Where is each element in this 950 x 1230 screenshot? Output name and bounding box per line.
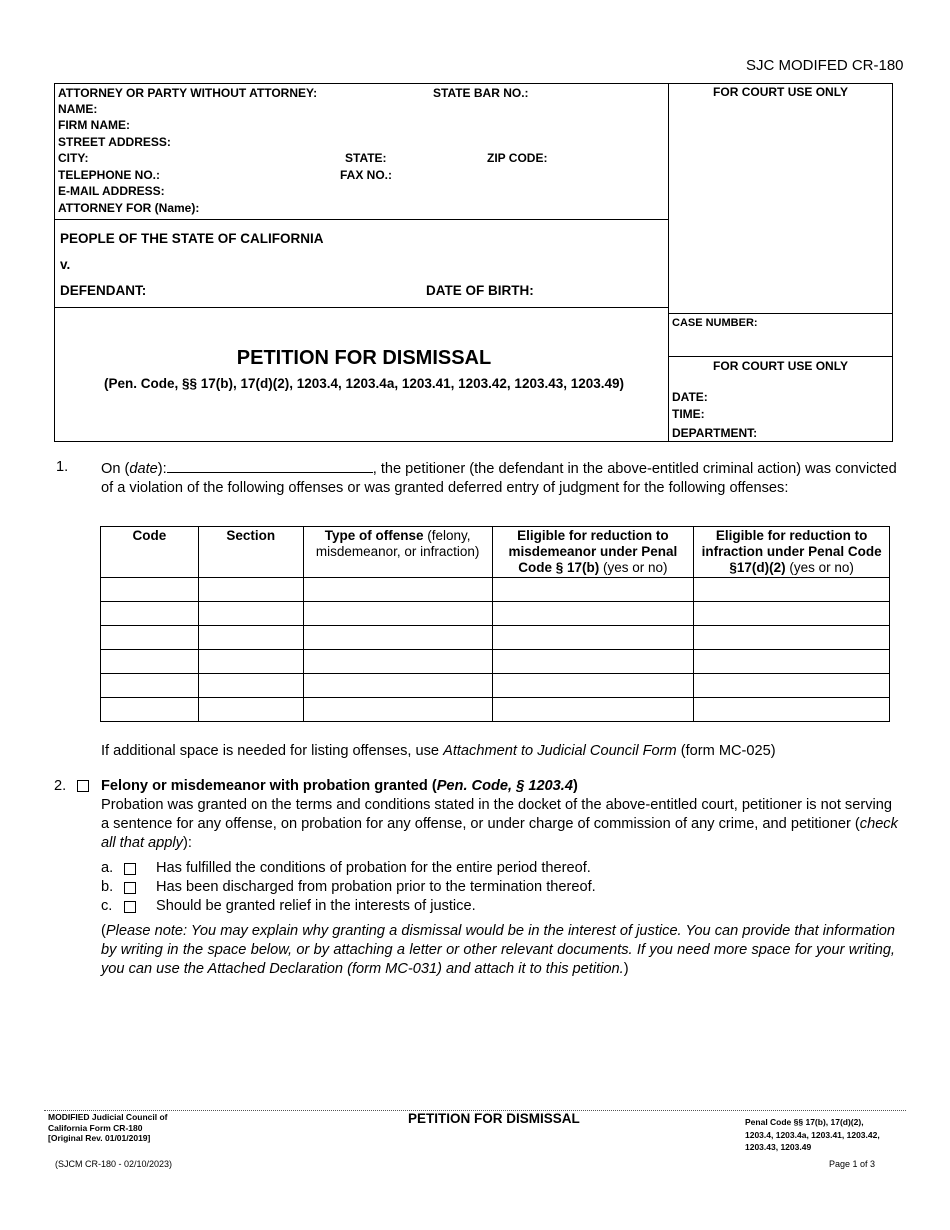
date-of-birth-label: DATE OF BIRTH: xyxy=(426,283,534,298)
table-cell[interactable] xyxy=(198,698,303,722)
name-label: NAME: xyxy=(58,102,98,116)
case-number-divider xyxy=(668,356,893,357)
table-cell[interactable] xyxy=(101,650,199,674)
firm-name-label: FIRM NAME: xyxy=(58,118,130,132)
table-row xyxy=(101,626,890,650)
item-2-paragraph: Probation was granted on the terms and conditions stated in the docket of the above-entitled court, petitioner is not serving a sentence for any offense, on probation for any offense, or under charge of commission of any crime, and petitioner (check all that apply): xyxy=(101,797,898,851)
defendant-label: DEFENDANT: xyxy=(60,283,147,298)
column-offense-type: Type of offense (felony, misdemeanor, or infraction) xyxy=(303,527,492,578)
hearing-time-label: TIME: xyxy=(672,407,705,421)
table-cell[interactable] xyxy=(694,650,890,674)
table-cell[interactable] xyxy=(198,650,303,674)
table-row xyxy=(101,650,890,674)
table-row xyxy=(101,674,890,698)
table-cell[interactable] xyxy=(303,698,492,722)
table-cell[interactable] xyxy=(198,626,303,650)
option-b: b. Has been discharged from probation prior to the termination thereof. xyxy=(101,879,596,895)
item-2-number: 2. xyxy=(54,778,67,794)
fax-label: FAX NO.: xyxy=(340,168,393,182)
versus-label: v. xyxy=(60,257,71,272)
court-use-divider xyxy=(668,313,893,314)
item-2-heading: Felony or misdemeanor with probation granted (Pen. Code, § 1203.4) xyxy=(101,778,578,794)
table-cell[interactable] xyxy=(303,650,492,674)
option-c-checkbox[interactable] xyxy=(124,901,136,913)
table-cell[interactable] xyxy=(101,674,199,698)
table-cell[interactable] xyxy=(694,602,890,626)
attorney-heading: ATTORNEY OR PARTY WITHOUT ATTORNEY: xyxy=(58,86,318,100)
explanation-area[interactable] xyxy=(101,1000,895,1100)
table-cell[interactable] xyxy=(101,578,199,602)
table-cell[interactable] xyxy=(694,626,890,650)
offenses-table xyxy=(100,526,890,722)
table-row xyxy=(101,578,890,602)
table-cell[interactable] xyxy=(303,602,492,626)
table-cell[interactable] xyxy=(303,578,492,602)
column-infraction-eligible: Eligible for reduction to infraction under Penal Code §17(d)(2) (yes or no) xyxy=(694,527,890,578)
telephone-label: TELEPHONE NO.: xyxy=(58,168,161,182)
form-subtitle: (Pen. Code, §§ 17(b), 17(d)(2), 1203.4, 1203.4a, 1203.41, 1203.42, 1203.43, 1203.49) xyxy=(103,376,625,391)
city-label: CITY: xyxy=(58,151,89,165)
footer-left: MODIFIED Judicial Council of California Form CR-180 [Original Rev. 01/01/2019] xyxy=(48,1112,168,1143)
column-section: Section xyxy=(198,527,303,578)
case-number-label: CASE NUMBER: xyxy=(672,317,758,329)
please-note: (Please note: You may explain why granting a dismissal would be in the interest of justice. You can provide that information by writing in the space below, or by attaching a letter or other relevant documents. If you need more space for your writing, you can use the Attached Declaration (form MC-031) and attach it to this petition.) xyxy=(101,923,895,977)
attorney-section-divider xyxy=(54,219,668,220)
table-cell[interactable] xyxy=(492,650,694,674)
street-address-label: STREET ADDRESS: xyxy=(58,135,171,149)
state-bar-label: STATE BAR NO.: xyxy=(433,86,529,100)
table-cell[interactable] xyxy=(694,578,890,602)
email-label: E-MAIL ADDRESS: xyxy=(58,184,165,198)
option-b-checkbox[interactable] xyxy=(124,882,136,894)
table-cell[interactable] xyxy=(492,578,694,602)
table-header-row xyxy=(101,527,890,578)
table-cell[interactable] xyxy=(101,698,199,722)
item-2-checkbox[interactable] xyxy=(77,780,89,792)
table-cell[interactable] xyxy=(303,674,492,698)
table-cell[interactable] xyxy=(303,626,492,650)
footer-right: Penal Code §§ 17(b), 17(d)(2), 1203.4, 1203.4a, 1203.41, 1203.42, 1203.43, 1203.49 xyxy=(745,1117,880,1152)
zip-code-label: ZIP CODE: xyxy=(487,151,548,165)
form-id: SJC MODIFED CR-180 xyxy=(746,57,904,74)
table-cell[interactable] xyxy=(492,698,694,722)
form-title: PETITION FOR DISMISSAL xyxy=(236,347,492,369)
table-cell[interactable] xyxy=(492,626,694,650)
court-use-heading-top: FOR COURT USE ONLY xyxy=(713,85,848,99)
table-cell[interactable] xyxy=(694,698,890,722)
table-cell[interactable] xyxy=(101,626,199,650)
table-cell[interactable] xyxy=(101,602,199,626)
table-row xyxy=(101,602,890,626)
table-cell[interactable] xyxy=(198,602,303,626)
table-cell[interactable] xyxy=(492,602,694,626)
column-code: Code xyxy=(101,527,199,578)
state-label: STATE: xyxy=(345,151,387,165)
department-label: DEPARTMENT: xyxy=(672,426,758,440)
table-cell[interactable] xyxy=(492,674,694,698)
footer-title: PETITION FOR DISMISSAL xyxy=(408,1111,580,1126)
parties-section-divider xyxy=(54,307,668,308)
people-label: PEOPLE OF THE STATE OF CALIFORNIA xyxy=(60,231,324,246)
hearing-date-label: DATE: xyxy=(672,390,708,404)
item-1-number: 1. xyxy=(56,459,69,475)
column-misdemeanor-eligible: Eligible for reduction to misdemeanor under Penal Code § 17(b) (yes or no) xyxy=(492,527,694,578)
table-cell[interactable] xyxy=(198,674,303,698)
attorney-for-label: ATTORNEY FOR (Name): xyxy=(58,201,200,215)
item-1-text: On (date): , the petitioner (the defendant in the above-entitled criminal action) was convicted of a violation of the following offenses or was granted deferred entry of judgment for the following offenses: xyxy=(101,458,897,498)
court-use-heading-bottom: FOR COURT USE ONLY xyxy=(713,359,848,373)
revision-date: (SJCM CR-180 - 02/10/2023) xyxy=(55,1159,173,1169)
page-number: Page 1 of 3 xyxy=(829,1159,876,1169)
conviction-date-field[interactable] xyxy=(167,458,373,473)
table-cell[interactable] xyxy=(694,674,890,698)
table-row xyxy=(101,698,890,722)
table-cell[interactable] xyxy=(198,578,303,602)
additional-space-note: If additional space is needed for listing offenses, use Attachment to Judicial Council Form (form MC-025) xyxy=(101,743,776,759)
option-a-checkbox[interactable] xyxy=(124,863,136,875)
option-a: a. Has fulfilled the conditions of probation for the entire period thereof. xyxy=(101,860,591,876)
option-c: c. Should be granted relief in the interests of justice. xyxy=(101,898,476,914)
